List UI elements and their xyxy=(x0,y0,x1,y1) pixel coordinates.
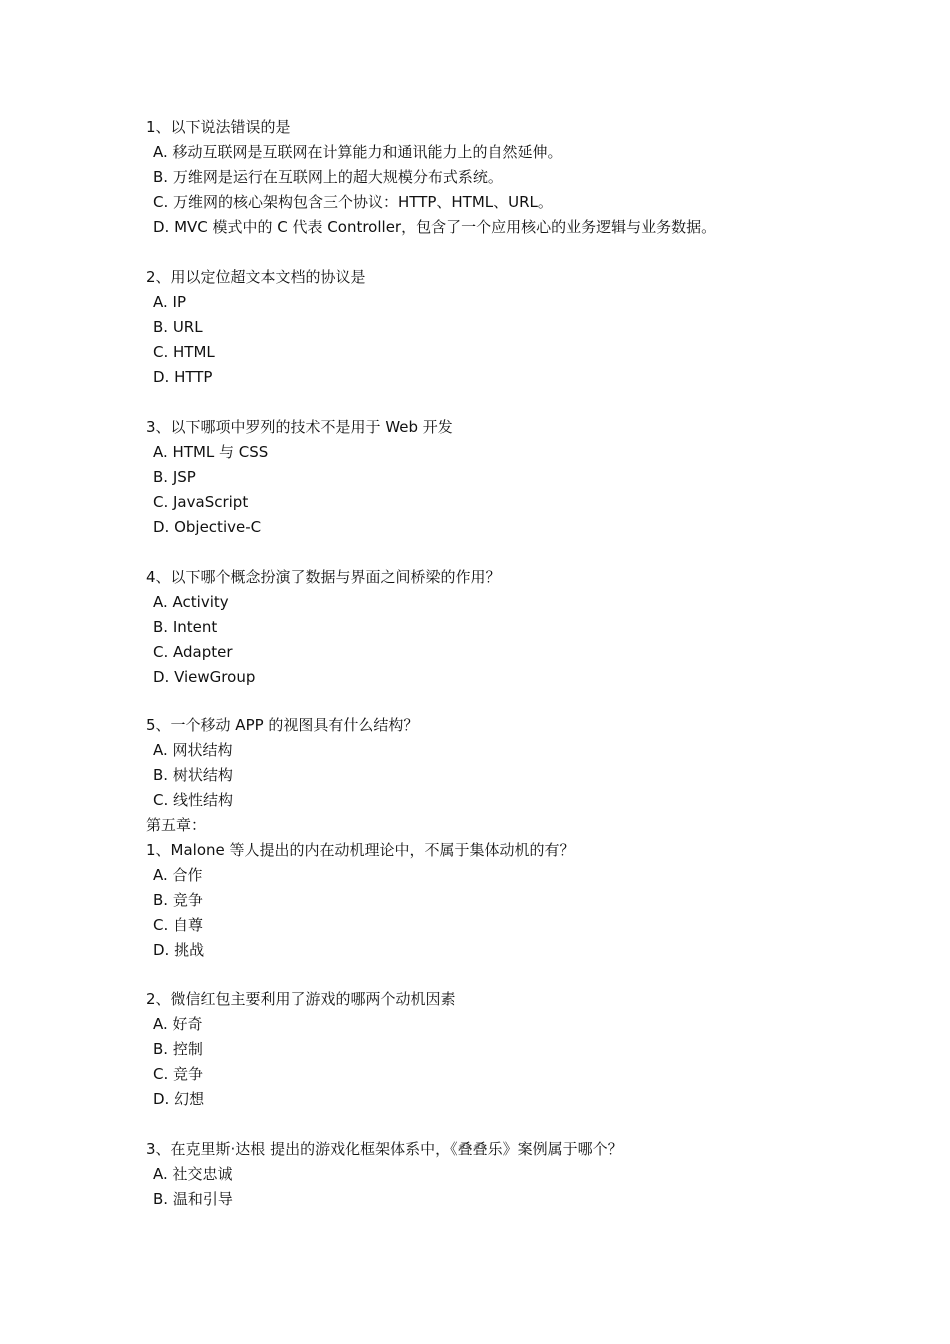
question-q2: 2、用以定位超文本文档的协议是 xyxy=(146,268,366,286)
option-c5q3-b: B. 温和引导 xyxy=(153,1190,233,1208)
option-q2-b: B. URL xyxy=(153,318,203,336)
option-q3-c: C. JavaScript xyxy=(153,493,249,511)
option-q4-a: A. Activity xyxy=(153,593,229,611)
option-q4-b: B. Intent xyxy=(153,618,218,636)
question-q1: 1、以下说法错误的是 xyxy=(146,118,291,136)
option-q2-d: D. HTTP xyxy=(153,368,213,386)
option-q4-d: D. ViewGroup xyxy=(153,668,256,686)
option-q1-a: A. 移动互联网是互联网在计算能力和通讯能力上的自然延伸。 xyxy=(153,143,563,161)
question-c5q1: 1、Malone 等人提出的内在动机理论中，不属于集体动机的有？ xyxy=(146,841,575,859)
option-q1-d: D. MVC 模式中的 C 代表 Controller，包含了一个应用核心的业务逻辑与业务数据。 xyxy=(153,218,717,236)
option-q5-b: B. 树状结构 xyxy=(153,766,233,784)
question-q5: 5、一个移动 APP 的视图具有什么结构？ xyxy=(146,716,419,734)
option-q5-c: C. 线性结构 xyxy=(153,791,234,809)
chapter-heading: 第五章： xyxy=(146,816,207,834)
option-q3-a: A. HTML 与 CSS xyxy=(153,443,269,461)
option-q2-a: A. IP xyxy=(153,293,187,311)
option-q2-c: C. HTML xyxy=(153,343,215,361)
option-q3-b: B. JSP xyxy=(153,468,196,486)
question-q3: 3、以下哪项中罗列的技术不是用于 Web 开发 xyxy=(146,418,453,436)
question-c5q2: 2、微信红包主要利用了游戏的哪两个动机因素 xyxy=(146,990,456,1008)
option-q1-c: C. 万维网的核心架构包含三个协议：HTTP、HTML、URL。 xyxy=(153,193,553,211)
option-c5q1-c: C. 自尊 xyxy=(153,916,204,934)
option-q3-d: D. Objective-C xyxy=(153,518,262,536)
option-c5q2-b: B. 控制 xyxy=(153,1040,203,1058)
option-q1-b: B. 万维网是运行在互联网上的超大规模分布式系统。 xyxy=(153,168,503,186)
option-c5q2-d: D. 幻想 xyxy=(153,1090,205,1108)
question-q4: 4、以下哪个概念扮演了数据与界面之间桥梁的作用？ xyxy=(146,568,501,586)
option-c5q1-a: A. 合作 xyxy=(153,866,203,884)
option-q5-a: A. 网状结构 xyxy=(153,741,233,759)
option-c5q2-c: C. 竞争 xyxy=(153,1065,204,1083)
option-c5q1-b: B. 竞争 xyxy=(153,891,203,909)
option-q4-c: C. Adapter xyxy=(153,643,233,661)
option-c5q3-a: A. 社交忠诚 xyxy=(153,1165,233,1183)
question-c5q3: 3、在克里斯·达根 提出的游戏化框架体系中，《叠叠乐》案例属于哪个？ xyxy=(146,1140,623,1158)
option-c5q2-a: A. 好奇 xyxy=(153,1015,203,1033)
option-c5q1-d: D. 挑战 xyxy=(153,941,205,959)
